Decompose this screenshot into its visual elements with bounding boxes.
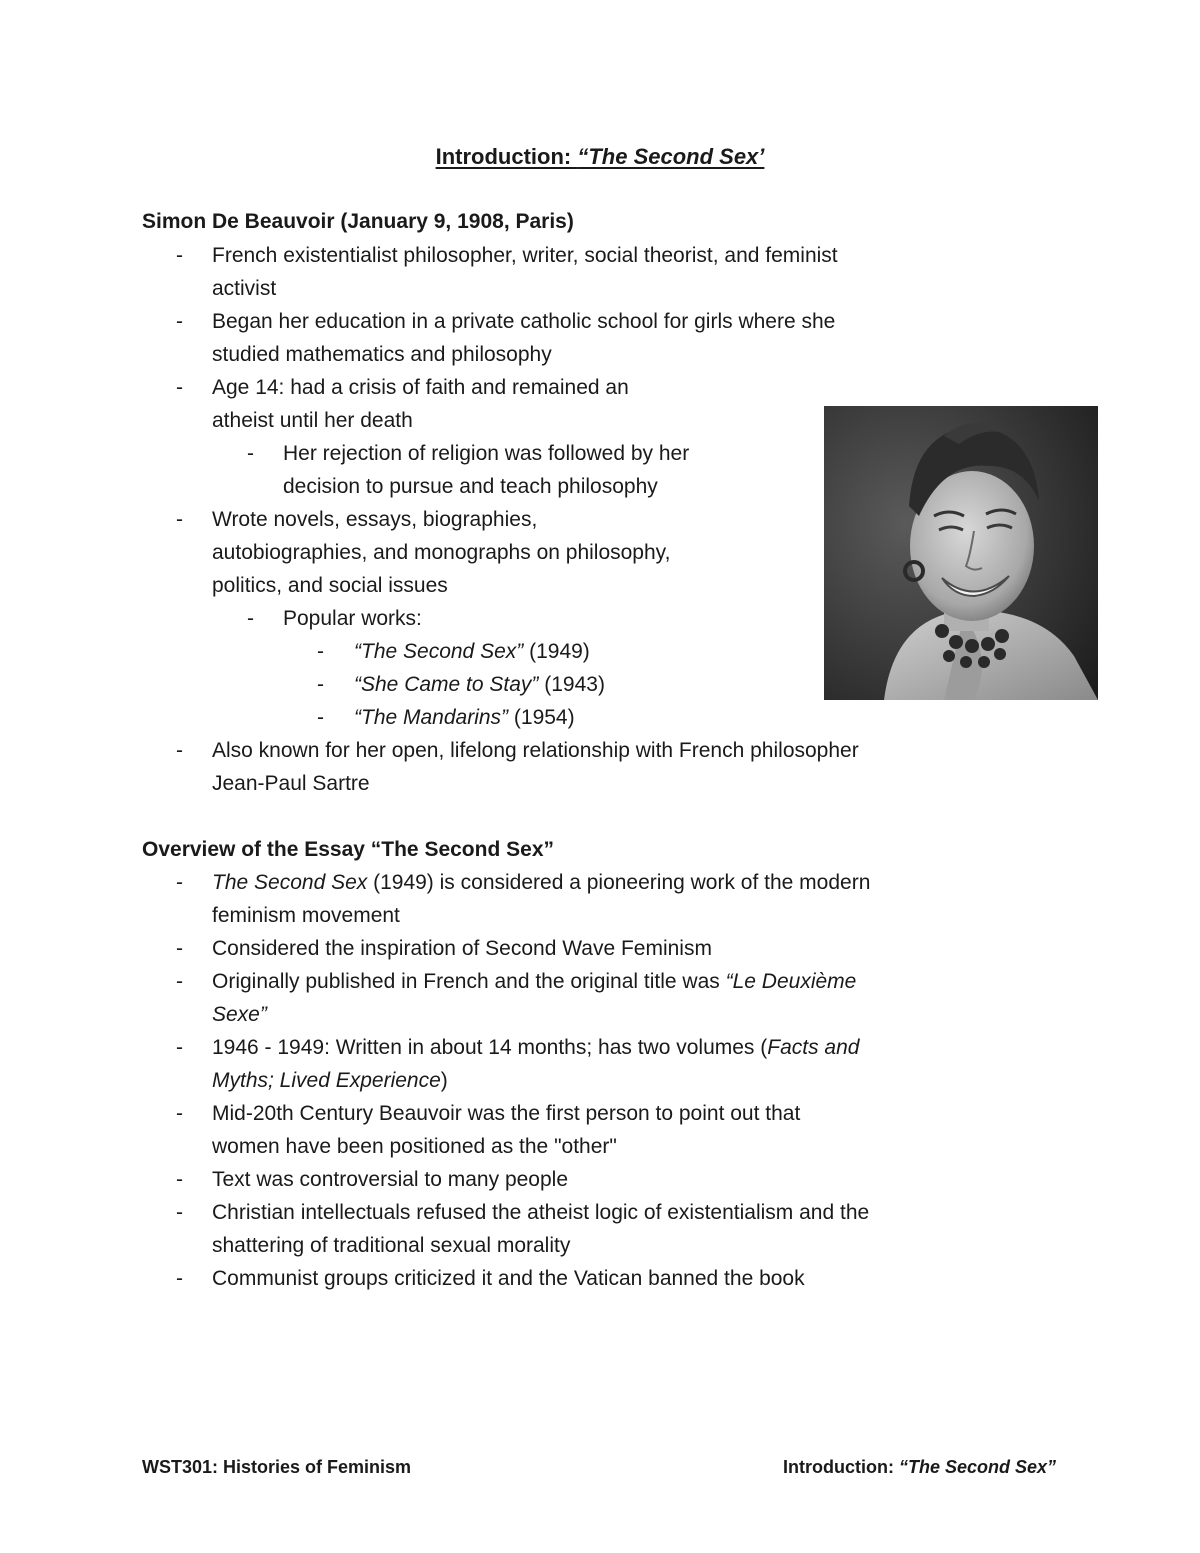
list-item: - Christian intellectuals refused the atheist logic of existentialism and the shattering of traditional sexual morality <box>176 1201 870 1257</box>
portrait-photo <box>824 406 1098 700</box>
list-item: - Age 14: had a crisis of faith and remained an atheist until her death <box>176 376 629 432</box>
list-item: - Began her education in a private catholic school for girls where she studied mathematics and philosophy <box>176 310 836 366</box>
list-item: - Communist groups criticized it and the Vatican banned the book <box>176 1267 805 1290</box>
list-item: - Considered the inspiration of Second Wave Feminism <box>176 937 712 960</box>
list-item: - Wrote novels, essays, biographies, autobiographies, and monographs on philosophy, politics, and social issues <box>176 508 671 597</box>
section-heading-overview: Overview of the Essay “The Second Sex” <box>142 838 554 861</box>
list-item: - Also known for her open, lifelong relationship with French philosopher Jean-Paul Sartre <box>176 739 859 795</box>
list-item: - Popular works: <box>247 607 422 630</box>
footer-course: WST301: Histories of Feminism <box>142 1457 412 1477</box>
list-item: - “She Came to Stay” (1943) <box>317 673 605 696</box>
list-item: - 1946 - 1949: Written in about 14 months; has two volumes (Facts and Myths; Lived Experience) <box>176 1036 860 1092</box>
footer-title: Introduction: “The Second Sex” <box>782 1457 1056 1477</box>
list-item: - “The Mandarins” (1954) <box>317 706 575 729</box>
list-item: - The Second Sex (1949) is considered a pioneering work of the modern feminism movement <box>176 871 871 927</box>
list-item: - Originally published in French and the original title was “Le Deuxième Sexe” <box>176 970 857 1026</box>
section-heading-biography: Simon De Beauvoir (January 9, 1908, Paris) <box>142 210 574 233</box>
overview-list <box>142 866 1102 1295</box>
portrait-image <box>824 406 1098 700</box>
list-item: - Her rejection of religion was followed by her decision to pursue and teach philosophy <box>247 442 690 498</box>
list-item: - Mid-20th Century Beauvoir was the first person to point out that women have been positioned as the "other" <box>176 1102 801 1158</box>
list-item: - Text was controversial to many people <box>176 1168 569 1191</box>
list-item: - “The Second Sex” (1949) <box>317 640 590 663</box>
page-title: Introduction: “The Second Sex’ <box>435 144 765 169</box>
list-item: - French existentialist philosopher, writer, social theorist, and feminist activist <box>176 244 838 300</box>
